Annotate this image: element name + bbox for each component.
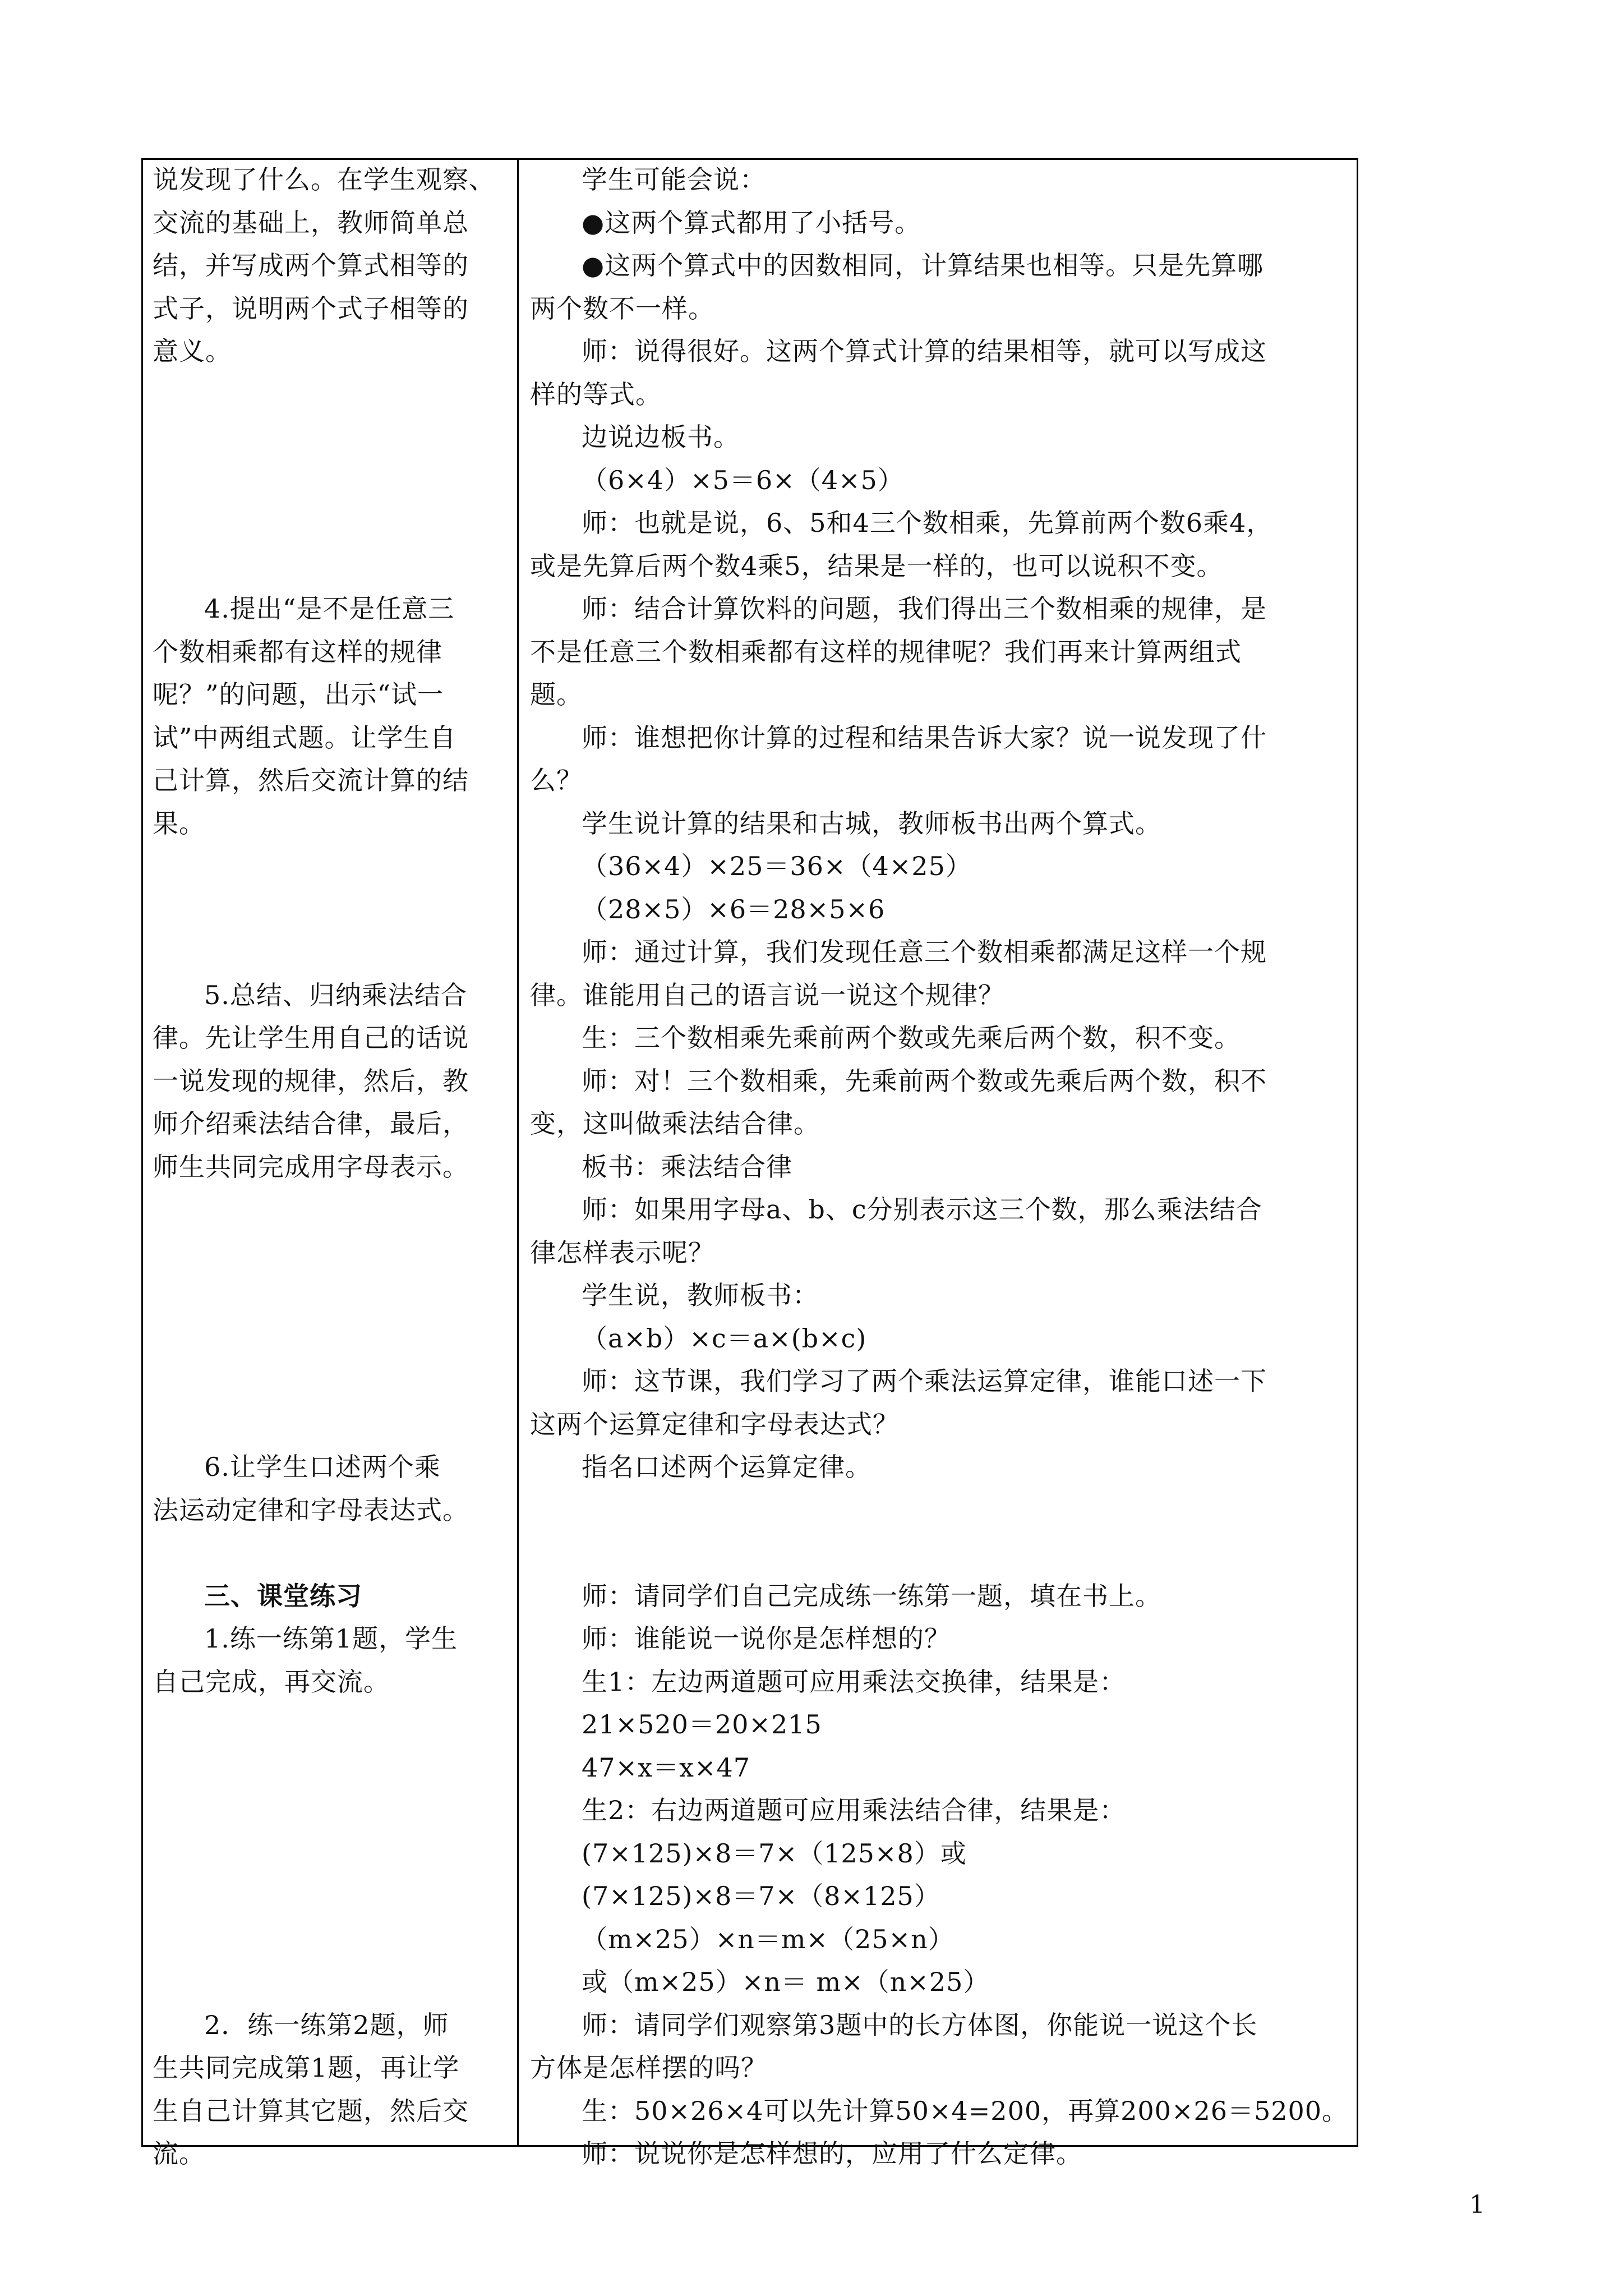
right-text-line: 么？ xyxy=(530,765,583,795)
right-text-line: 师：谁想把你计算的过程和结果告诉大家？说一说发现了什 xyxy=(582,722,1267,753)
right-text-line: ●这两个算式都用了小括号。 xyxy=(582,207,921,238)
left-column-gap xyxy=(153,459,511,502)
left-text-line: 自己完成，再交流。 xyxy=(153,1666,390,1697)
right-text-line: 学生说，教师板书： xyxy=(582,1280,819,1310)
right-text-line: （6×4）×5＝6×（4×5） xyxy=(582,464,904,495)
left-text-line: 法运动定律和字母表达式。 xyxy=(153,1494,469,1525)
right-text-line: 或（m×25）×n＝ m×（n×25） xyxy=(582,1967,990,1997)
right-text-line: 师：如果用字母a、b、c分别表示这三个数，那么乘法结合 xyxy=(582,1194,1262,1225)
left-text-line: 1.练一练第1题，学生 xyxy=(204,1623,458,1654)
left-column-gap xyxy=(153,845,511,888)
left-text-line: 流。 xyxy=(153,2138,205,2169)
right-text-line: 师：通过计算，我们发现任意三个数相乘都满足这样一个规 xyxy=(582,937,1267,967)
right-text-line: 师：说得很好。这两个算式计算的结果相等，就可以写成这 xyxy=(582,336,1267,366)
left-text-line: 结，并写成两个算式相等的 xyxy=(153,250,469,280)
left-text-line: 果。 xyxy=(153,808,205,839)
page-number: 1 xyxy=(1469,2191,1485,2219)
left-column-gap xyxy=(153,1789,511,1832)
right-text-line: 或是先算后两个数4乘5，结果是一样的，也可以说积不变。 xyxy=(530,550,1223,581)
right-text-line: 指名口述两个运算定律。 xyxy=(582,1452,872,1482)
left-column-gap xyxy=(153,931,511,974)
left-text-line: 试”中两组式题。让学生自 xyxy=(153,722,457,753)
left-text-line: 生共同完成第1题，再让学 xyxy=(153,2053,460,2083)
right-text-line: 律怎样表示呢？ xyxy=(530,1237,714,1268)
left-column-gap xyxy=(153,1531,511,1575)
right-text-line: （m×25）×n＝m×（25×n） xyxy=(582,1924,955,1954)
right-text-line: 生：三个数相乘先乘前两个数或先乘后两个数，积不变。 xyxy=(582,1023,1241,1053)
left-column-gap xyxy=(153,888,511,931)
left-text-line: 个数相乘都有这样的规律 xyxy=(153,636,442,667)
right-text-line: 师：请同学们自己完成练一练第一题，填在书上。 xyxy=(582,1580,1161,1611)
right-text-line: 师：对！三个数相乘，先乘前两个数或先乘后两个数，积不 xyxy=(582,1065,1267,1096)
left-column-gap xyxy=(153,1403,511,1446)
left-column-gap xyxy=(153,1961,511,2004)
right-text-line: （36×4）×25＝36×（4×25） xyxy=(582,851,972,881)
left-text-line: 式子，说明两个式子相等的 xyxy=(153,293,469,324)
right-text-line: （28×5）×6＝28×5×6 xyxy=(582,894,886,924)
left-column-gap xyxy=(153,501,511,545)
right-text-line: 生1：左边两道题可应用乘法交换律，结果是： xyxy=(582,1666,1126,1697)
left-column-gap xyxy=(153,1317,511,1360)
left-text-line: 律。先让学生用自己的话说 xyxy=(153,1023,469,1053)
left-column xyxy=(153,158,511,2175)
right-text-line xyxy=(530,1489,1354,1532)
left-text-line: 说发现了什么。在学生观察、 xyxy=(153,164,495,195)
left-column-gap xyxy=(153,1703,511,1746)
left-column-gap xyxy=(153,545,511,588)
right-text-line: 生：50×26×4可以先计算50×4=200，再算200×26＝5200。 xyxy=(582,2095,1349,2126)
right-text-line: 律。谁能用自己的语言说一说这个规律？ xyxy=(530,979,1004,1010)
right-text-line: 师：结合计算饮料的问题，我们得出三个数相乘的规律，是 xyxy=(582,593,1267,624)
left-column-gap xyxy=(153,1188,511,1231)
left-column-gap xyxy=(153,1360,511,1403)
right-text-line: 板书：乘法结合律 xyxy=(582,1151,792,1182)
left-text-line: 师介绍乘法结合律，最后， xyxy=(153,1108,469,1139)
left-column-gap xyxy=(153,373,511,416)
right-text-line: 方体是怎样摆的吗？ xyxy=(530,2053,767,2083)
right-text-line: 师：请同学们观察第3题中的长方体图，你能说一说这个长 xyxy=(582,2009,1258,2040)
left-text-line: 2．练一练第2题，师 xyxy=(204,2009,449,2040)
left-column-gap xyxy=(153,1746,511,1789)
right-text-line: 两个数不一样。 xyxy=(530,293,714,324)
right-text-line: 师：这节课，我们学习了两个乘法运算定律，谁能口述一下 xyxy=(582,1366,1267,1396)
right-text-line: ●这两个算式中的因数相同，计算结果也相等。只是先算哪 xyxy=(582,250,1264,280)
left-text-line: 意义。 xyxy=(153,336,232,366)
right-text-line: 学生说计算的结果和古城，教师板书出两个算式。 xyxy=(582,808,1161,839)
left-column-gap xyxy=(153,1231,511,1274)
right-text-line: 师：说说你是怎样想的，应用了什么定律。 xyxy=(582,2138,1082,2169)
right-text-line: 这两个运算定律和字母表达式？ xyxy=(530,1409,899,1439)
left-column-gap xyxy=(153,1918,511,1961)
right-text-line: 样的等式。 xyxy=(530,379,662,409)
left-text-line: 己计算，然后交流计算的结 xyxy=(153,765,469,795)
right-text-line: 边说边板书。 xyxy=(582,422,740,452)
left-column-gap xyxy=(153,1274,511,1317)
right-text-line: 师：也就是说，6、5和4三个数相乘，先算前两个数6乘4， xyxy=(582,508,1273,538)
right-text-line xyxy=(530,1531,1354,1575)
right-text-line: 变，这叫做乘法结合律。 xyxy=(530,1108,820,1139)
right-text-line: 不是任意三个数相乘都有这样的规律呢？我们再来计算两组式 xyxy=(530,636,1242,667)
right-text-line: 师：谁能说一说你是怎样想的？ xyxy=(582,1623,951,1654)
left-text-line: 师生共同完成用字母表示。 xyxy=(153,1151,469,1182)
right-text-line: 21×520＝20×215 xyxy=(582,1709,822,1740)
left-column-gap xyxy=(153,416,511,459)
left-text-line: 呢？”的问题，出示“试一 xyxy=(153,679,444,710)
right-text-line: 47×x＝x×47 xyxy=(582,1752,751,1783)
right-text-line: 生2：右边两道题可应用乘法结合律，结果是： xyxy=(582,1795,1126,1825)
left-text-line: 生自己计算其它题，然后交 xyxy=(153,2095,469,2126)
right-column xyxy=(530,158,1354,2175)
right-text-line: (7×125)×8＝7×（125×8）或 xyxy=(582,1838,967,1869)
left-text-line: 交流的基础上，教师简单总 xyxy=(153,207,469,238)
left-text-line: 三、课堂练习 xyxy=(204,1580,362,1611)
column-divider xyxy=(517,158,519,2147)
left-column-gap xyxy=(153,1832,511,1875)
right-text-line: 学生可能会说： xyxy=(582,164,766,195)
left-text-line: 5.总结、归纳乘法结合 xyxy=(204,979,467,1010)
left-text-line: 4.提出“是不是任意三 xyxy=(204,593,455,624)
left-text-line: 6.让学生口述两个乘 xyxy=(204,1452,441,1482)
left-column-gap xyxy=(153,1875,511,1918)
left-text-line: 一说发现的规律，然后，教 xyxy=(153,1065,469,1096)
right-text-line: (7×125)×8＝7×（8×125） xyxy=(582,1881,940,1911)
right-text-line: （a×b）×c＝a×(b×c) xyxy=(582,1323,867,1354)
right-text-line: 题。 xyxy=(530,679,583,710)
